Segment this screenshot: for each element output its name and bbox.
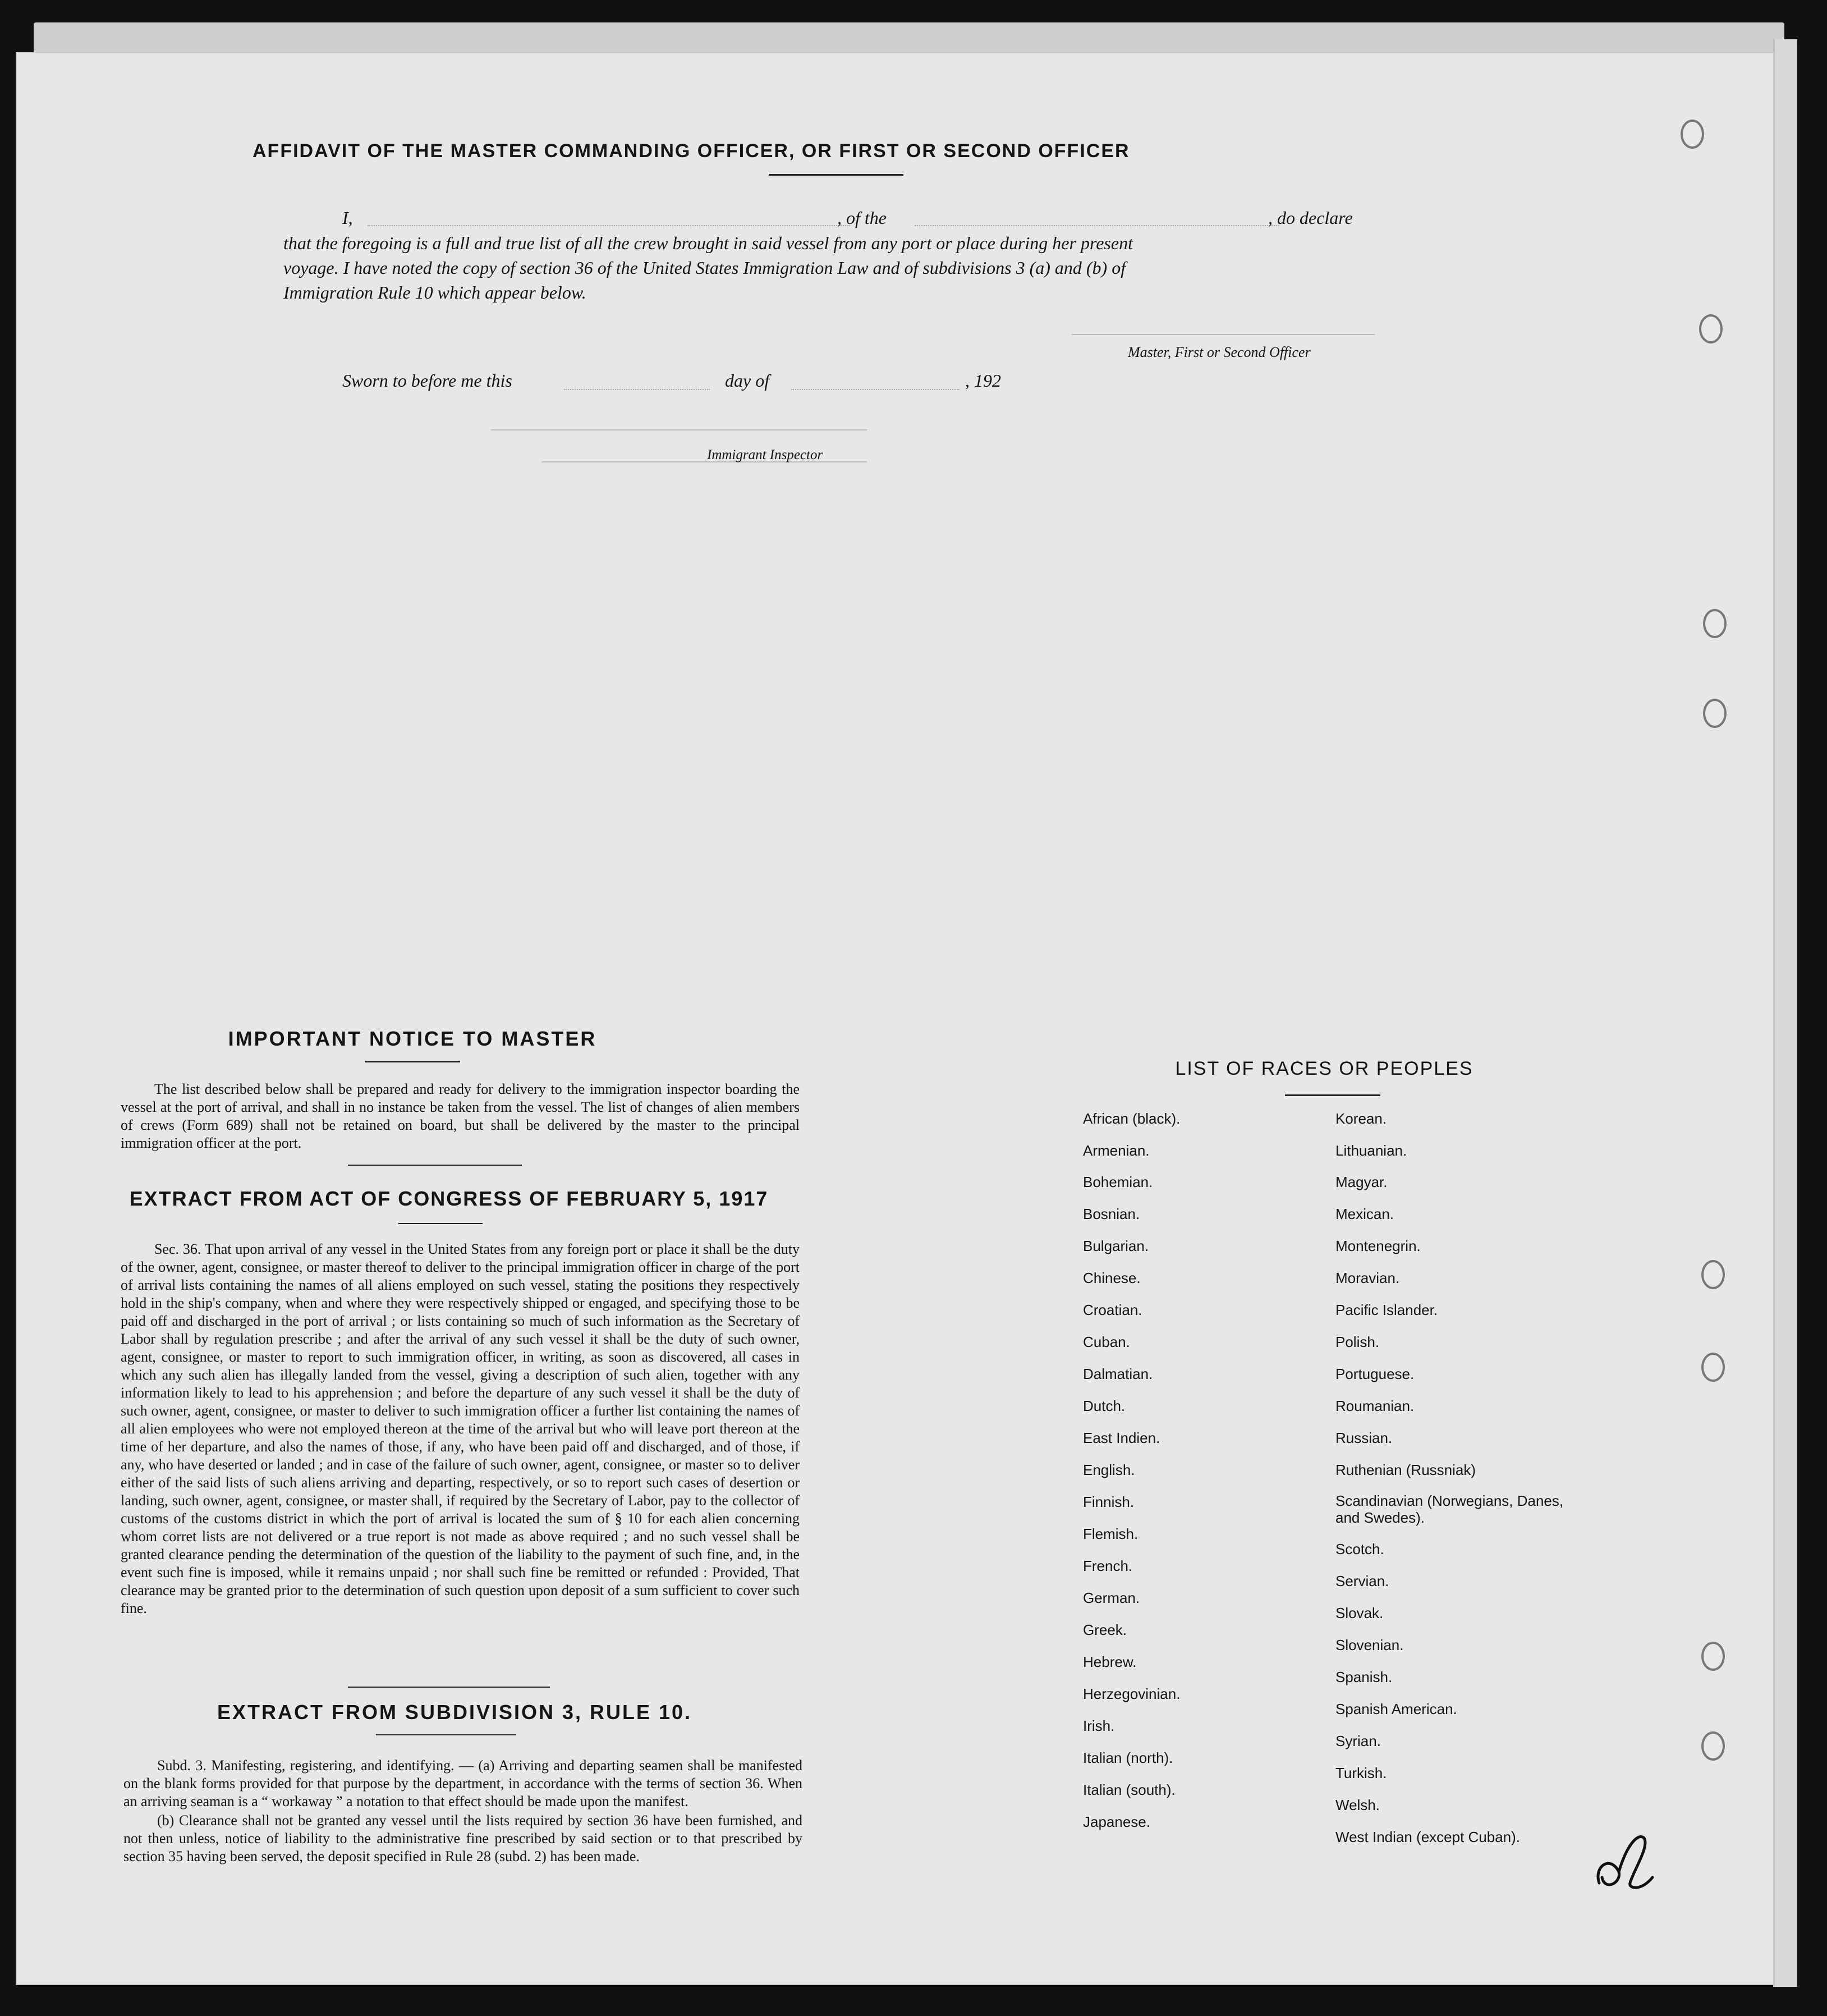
race-item: Syrian. [1335,1733,1381,1749]
rule-underline [376,1734,516,1735]
master-signature-line[interactable] [1072,334,1375,335]
race-item: Japanese. [1083,1813,1150,1830]
race-item: African (black). [1083,1110,1181,1127]
race-item: Bosnian. [1083,1206,1140,1222]
race-item: Finnish. [1083,1493,1135,1510]
race-item: Scotch. [1335,1541,1384,1557]
race-item: French. [1083,1557,1133,1574]
race-item: German. [1083,1589,1140,1606]
race-item: Chinese. [1083,1270,1141,1286]
notice-underline [365,1061,460,1062]
punch-hole-icon [1701,1353,1725,1382]
race-item: English. [1083,1461,1135,1478]
race-item: Italian (south). [1083,1781,1176,1798]
act-underline [398,1223,483,1224]
race-item: Scandinavian (Norwegians, Danes, and Swedes). [1335,1492,1564,1526]
race-item: Slovenian. [1335,1637,1404,1653]
rule-text-a: Subd. 3. Manifesting, registering, and identifying. — (a) Arriving and departing seamen shall be manifested on the blank forms provided for that purpose by the department, in accordance with the terms of section 36. When an arriving seaman is a “ workaway ” a notation to that effect should be made upon the manifest. [123,1757,802,1809]
race-item: Italian (north). [1083,1749,1173,1766]
race-item: Turkish. [1335,1765,1387,1781]
race-item: Russian. [1335,1429,1393,1446]
punch-hole-icon [1703,609,1727,638]
affidavit-title: AFFIDAVIT OF THE MASTER COMMANDING OFFICER, OR FIRST OR SECOND OFFICER [253,140,1130,162]
notice-title: IMPORTANT NOTICE TO MASTER [228,1027,597,1050]
act-title: EXTRACT FROM ACT OF CONGRESS OF FEBRUARY 5, 1917 [129,1187,769,1210]
document-page [17,53,1773,1984]
race-item: Dalmatian. [1083,1366,1153,1382]
sworn-text: Sworn to before me this [342,370,512,391]
handwritten-mark-icon [1588,1821,1661,1900]
master-caption: Master, First or Second Officer [1128,344,1311,360]
race-item: Portuguese. [1335,1366,1415,1382]
title-underline [769,174,903,176]
affidavit-body-line3: Immigration Rule 10 which appear below. [283,282,586,303]
page-edge [1773,39,1797,1987]
race-item: Roumanian. [1335,1398,1415,1414]
affidavit-of-the: , of the [837,208,887,228]
race-item: West Indian (except Cuban). [1335,1829,1521,1845]
race-item: Hebrew. [1083,1653,1137,1670]
day-of-text: day of [725,370,770,391]
vessel-blank[interactable] [915,225,1279,226]
act-text: Sec. 36. That upon arrival of any vessel in the United States from any foreign port or place it shall be the duty of the owner, agent, consignee, or master thereof to deliver to the principal immigration officer in charge of the port of arrival lists containing the names of all aliens employed on such vessel, stating the positions they respectively hold in the ship's company, when and where they were respectively shipped or engaged, and specifying those to be paid off and discharged in the port of arrival ; or lists containing so much of such information as the Secretary of Labor shall by regulation prescribe ; and after the arrival of any such vessel it shall be the duty of such owner, agent, consignee, or master to report to such immigration officer, in writing, as soon as discovered, all cases in which any such alien has illegally landed from the vessel, giving a description of such alien, together with any information likely to lead to his apprehension ; and before the departure of any such vessel it shall be the duty of such owner, agent, consignee, or master to deliver to such immigration officer a further list containing the names of all alien employees who were not employed thereon at the time of the arrival but who will leave port thereon at the time of her departure, and also the names of those, if any, who have been paid off and discharged, and of those, if any, who have deserted or landed ; and in case of the failure of such owner, agent, consignee, or master so to deliver either of the said lists of such aliens arriving and departing, respectively, or so to report such cases of desertion or landing, such owner, agent, consignee, or master shall, if required by the Secretary of Labor, pay to the collector of customs of the customs district in which the port of arrival is located the sum of § 10 for each alien concerning whom corret lists are not delivered or a true report is not made as above required ; and no such vessel shall be granted clearance pending the determination of the question of the liability to the payment of such fine, and, in the event such fine is imposed, while it remains unpaid ; nor shall such fine be remitted or refunded : Provided, That clearance may be granted prior to the determination of such question upon deposit of a sum sufficient to cover such fine. [121,1241,800,1616]
sworn-month-blank[interactable] [791,389,960,390]
race-item: Magyar. [1335,1174,1388,1190]
race-item: Armenian. [1083,1142,1150,1159]
act-text-block [121,1240,800,1619]
race-item: Cuban. [1083,1334,1130,1350]
race-item: Servian. [1335,1573,1389,1589]
rule-title: EXTRACT FROM SUBDIVISION 3, RULE 10. [217,1701,692,1724]
punch-hole-icon [1701,1642,1725,1671]
race-item: Korean. [1335,1110,1387,1127]
rule-text-block [123,1757,802,1867]
race-item: Flemish. [1083,1525,1139,1542]
races-title: LIST OF RACES OR PEOPLES [1175,1058,1473,1079]
race-item: Ruthenian (Russniak) [1335,1461,1476,1478]
race-item: Dutch. [1083,1398,1126,1414]
affidavit-body-line2: voyage. I have noted the copy of section 36 of the United States Immigration Law and of subdivisions 3 (a) and (b) of [283,258,1126,278]
race-item: Mexican. [1335,1206,1394,1222]
race-item: Spanish. [1335,1669,1393,1685]
notice-divider [348,1165,522,1166]
affidavit-i: I, [342,208,353,228]
punch-hole-icon [1701,1731,1725,1761]
race-item: Polish. [1335,1334,1380,1350]
race-item: Montenegrin. [1335,1238,1421,1254]
name-blank[interactable] [368,225,850,226]
punch-hole-icon [1699,314,1723,343]
notice-text: The list described below shall be prepared and ready for delivery to the immigration inspector boarding the vessel at the port of arrival, and shall in no instance be taken from the vessel. The list of changes of alien members of crews (Form 689) shall not be retained on board, but shall be delivered by the master to the principal immigration officer at the port. [121,1081,800,1151]
race-item: Spanish American. [1335,1701,1457,1717]
race-item: Lithuanian. [1335,1142,1407,1159]
affidavit-do-declare: , do declare [1268,208,1353,228]
race-item: Bohemian. [1083,1174,1153,1190]
act-divider [348,1687,550,1688]
race-item: Pacific Islander. [1335,1302,1438,1318]
punch-hole-icon [1703,699,1727,728]
rule-text-b: (b) Clearance shall not be granted any vessel until the lists required by section 36 have been furnished, and not then unless, notice of liability to the administrative fine prescribed by said section or to that prescribed by section 35 having been served, the deposit specified in Rule 28 (subd. 2) has been made. [123,1812,802,1864]
race-item: Welsh. [1335,1797,1380,1813]
inspector-line-1 [491,429,867,430]
punch-hole-icon [1701,1260,1725,1289]
races-underline [1285,1094,1380,1096]
race-item: Herzegovinian. [1083,1685,1181,1702]
notice-text-block [121,1080,800,1153]
race-item: Slovak. [1335,1605,1384,1621]
race-item: Irish. [1083,1717,1115,1734]
inspector-caption: Immigrant Inspector [707,447,823,462]
race-item: Bulgarian. [1083,1238,1149,1254]
sworn-day-blank[interactable] [564,389,710,390]
affidavit-body-line1: that the foregoing is a full and true list of all the crew brought in said vessel from any port or place during her present [283,233,1133,253]
race-item: East Indien. [1083,1429,1160,1446]
punch-hole-icon [1681,120,1704,149]
race-item: Greek. [1083,1621,1127,1638]
year-text: , 192 [965,370,1001,391]
race-item: Croatian. [1083,1302,1142,1318]
race-item: Moravian. [1335,1270,1400,1286]
